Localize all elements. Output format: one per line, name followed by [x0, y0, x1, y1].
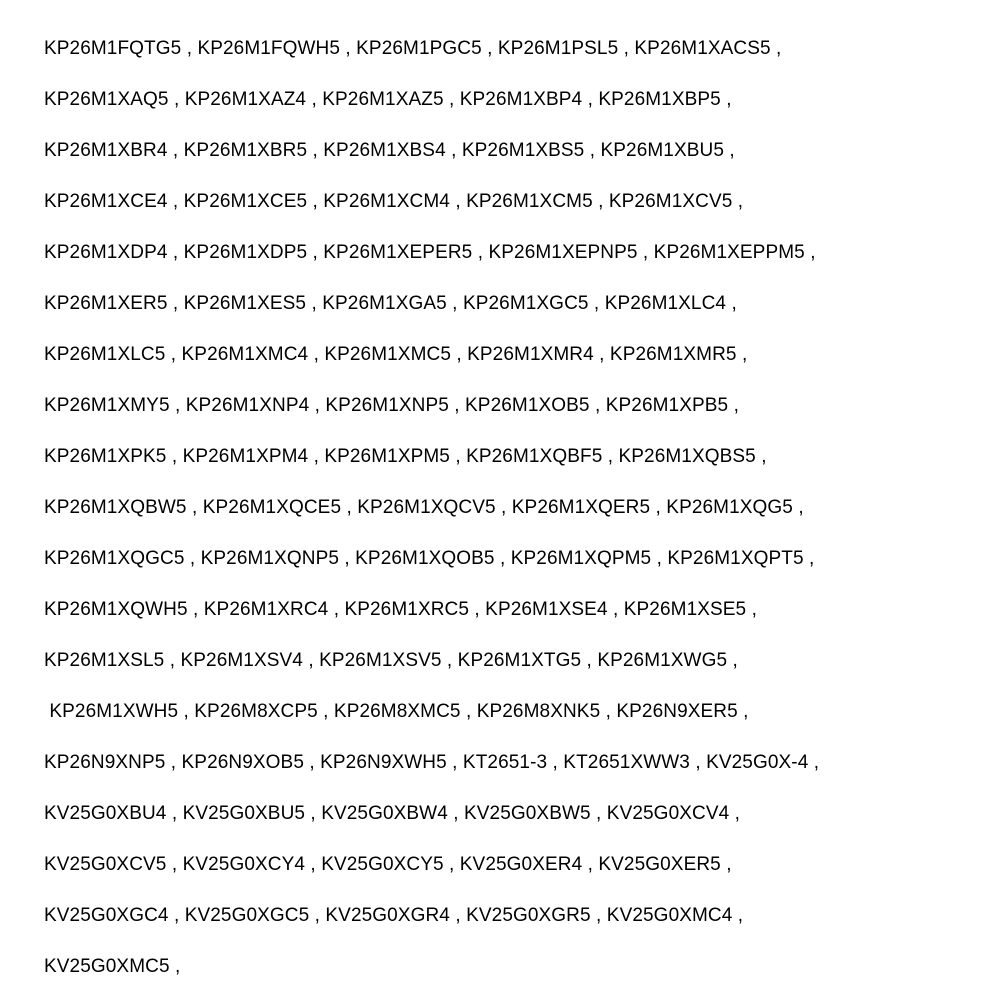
text-line: KP26M1FQTG5 , KP26M1FQWH5 , KP26M1PGC5 , KP26M1PSL5 , KP26M1XACS5 ,: [44, 38, 782, 59]
text-line: KP26M1XQWH5 , KP26M1XRC4 , KP26M1XRC5 , KP26M1XSE4 , KP26M1XSE5 ,: [44, 599, 757, 620]
text-line: KP26M1XER5 , KP26M1XES5 , KP26M1XGA5 , KP26M1XGC5 , KP26M1XLC4 ,: [44, 293, 737, 314]
part-number-list: [44, 30, 984, 999]
text-line: KP26M1XDP4 , KP26M1XDP5 , KP26M1XEPER5 , KP26M1XEPNP5 , KP26M1XEPPM5 ,: [44, 242, 816, 263]
text-line: KP26N9XNP5 , KP26N9XOB5 , KP26N9XWH5 , KT2651-3 , KT2651XWW3 , KV25G0X-4 ,: [44, 752, 820, 773]
text-line: KP26M1XAQ5 , KP26M1XAZ4 , KP26M1XAZ5 , KP26M1XBP4 , KP26M1XBP5 ,: [44, 89, 732, 110]
text-line: KP26M1XCE4 , KP26M1XCE5 , KP26M1XCM4 , KP26M1XCM5 , KP26M1XCV5 ,: [44, 191, 744, 212]
text-line: KP26M1XPK5 , KP26M1XPM4 , KP26M1XPM5 , KP26M1XQBF5 , KP26M1XQBS5 ,: [44, 446, 767, 467]
text-line: KP26M1XWH5 , KP26M8XCP5 , KP26M8XMC5 , KP26M8XNK5 , KP26N9XER5 ,: [44, 701, 749, 722]
text-line: KP26M1XSL5 , KP26M1XSV4 , KP26M1XSV5 , KP26M1XTG5 , KP26M1XWG5 ,: [44, 650, 738, 671]
text-line: KP26M1XBR4 , KP26M1XBR5 , KP26M1XBS4 , KP26M1XBS5 , KP26M1XBU5 ,: [44, 140, 735, 161]
text-line: KP26M1XMY5 , KP26M1XNP4 , KP26M1XNP5 , KP26M1XOB5 , KP26M1XPB5 ,: [44, 395, 739, 416]
text-line: KP26M1XQGC5 , KP26M1XQNP5 , KP26M1XQOB5 , KP26M1XQPM5 , KP26M1XQPT5 ,: [44, 548, 815, 569]
text-line: KV25G0XGC4 , KV25G0XGC5 , KV25G0XGR4 , KV25G0XGR5 , KV25G0XMC4 ,: [44, 905, 744, 926]
text-line: KP26M1XQBW5 , KP26M1XQCE5 , KP26M1XQCV5 , KP26M1XQER5 , KP26M1XQG5 ,: [44, 497, 804, 518]
text-line: KV25G0XMC5 ,: [44, 956, 181, 977]
text-line: KV25G0XBU4 , KV25G0XBU5 , KV25G0XBW4 , KV25G0XBW5 , KV25G0XCV4 ,: [44, 803, 741, 824]
text-line: KP26M1XLC5 , KP26M1XMC4 , KP26M1XMC5 , KP26M1XMR4 , KP26M1XMR5 ,: [44, 344, 748, 365]
text-line: KV25G0XCV5 , KV25G0XCY4 , KV25G0XCY5 , KV25G0XER4 , KV25G0XER5 ,: [44, 854, 732, 875]
